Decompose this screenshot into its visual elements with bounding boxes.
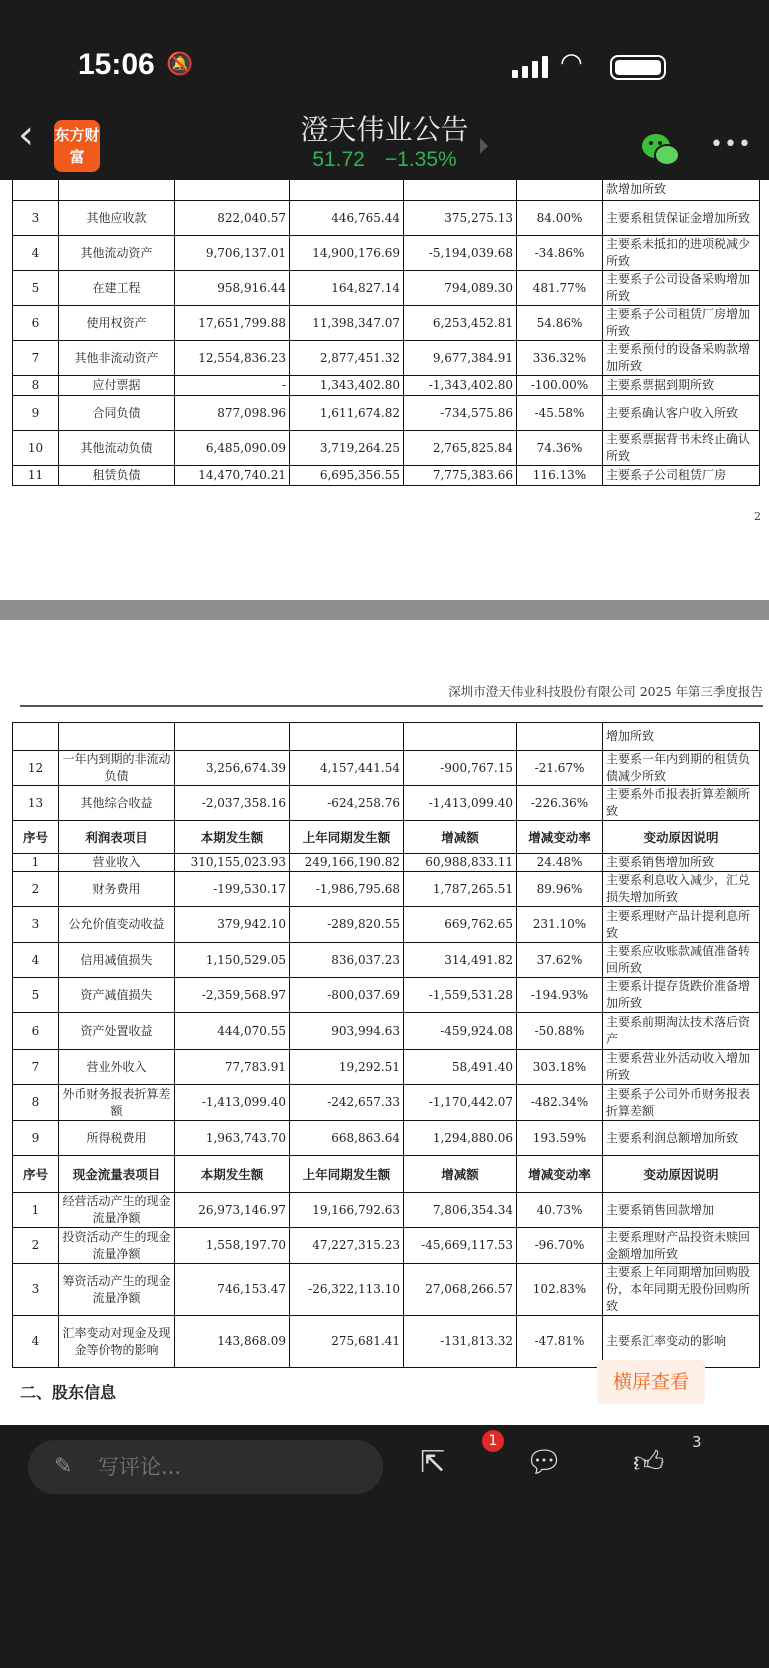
table-cell: 资产减值损失 bbox=[59, 978, 175, 1013]
table-cell: 1,150,529.05 bbox=[175, 943, 290, 978]
table-cell: 主要系票据到期所致 bbox=[603, 376, 760, 396]
landscape-view-button[interactable]: 横屏查看 bbox=[597, 1360, 705, 1404]
table-cell: -50.88% bbox=[517, 1013, 603, 1050]
table-row bbox=[13, 943, 760, 978]
table-cell: 其他流动负债 bbox=[59, 431, 175, 466]
table-cell: 外币财务报表折算差额 bbox=[59, 1085, 175, 1121]
bottom-bar bbox=[0, 1425, 769, 1668]
balance-change-table bbox=[12, 166, 760, 486]
table-cell: -26,322,113.10 bbox=[290, 1264, 404, 1316]
table-cell: 19,292.51 bbox=[290, 1050, 404, 1085]
table-cell: 6 bbox=[13, 306, 59, 341]
table-row bbox=[13, 907, 760, 943]
table-cell: 主要系子公司租赁厂房 bbox=[603, 466, 760, 486]
table-cell: 上年同期发生额 bbox=[290, 1156, 404, 1193]
table-cell: 资产处置收益 bbox=[59, 1013, 175, 1050]
table-row bbox=[13, 1264, 760, 1316]
table-row bbox=[13, 431, 760, 466]
wifi-icon: ◠ bbox=[560, 48, 583, 78]
table-header-row bbox=[13, 1156, 760, 1193]
table-cell bbox=[290, 723, 404, 751]
table-cell: 314,491.82 bbox=[404, 943, 517, 978]
table-cell: 4 bbox=[13, 236, 59, 271]
nav-header bbox=[0, 90, 769, 180]
table-cell: -1,343,402.80 bbox=[404, 376, 517, 396]
table-cell: 主要系汇率变动的影响 bbox=[603, 1316, 760, 1368]
table-cell: 836,037.23 bbox=[290, 943, 404, 978]
table-cell: 8 bbox=[13, 376, 59, 396]
table-cell: -96.70% bbox=[517, 1228, 603, 1264]
table-cell: 增减变动率 bbox=[517, 1156, 603, 1193]
comments-icon[interactable]: 💬︎ bbox=[525, 1445, 564, 1480]
table-cell: 主要系利息收入减少，汇兑损失增加所致 bbox=[603, 872, 760, 907]
table-cell: 一年内到期的非流动负债 bbox=[59, 751, 175, 786]
table-cell: 303.18% bbox=[517, 1050, 603, 1085]
table-cell: 增减额 bbox=[404, 821, 517, 854]
section-heading: 二、股东信息 bbox=[20, 1383, 117, 1402]
table-cell: 1,558,197.70 bbox=[175, 1228, 290, 1264]
table-cell: 其他非流动资产 bbox=[59, 341, 175, 376]
table-cell: 主要系子公司外币财务报表折算差额 bbox=[603, 1085, 760, 1121]
table-cell: -1,170,442.07 bbox=[404, 1085, 517, 1121]
table-cell: 2,765,825.84 bbox=[404, 431, 517, 466]
table-cell: 9 bbox=[13, 396, 59, 431]
table-cell: 17,651,799.88 bbox=[175, 306, 290, 341]
table-cell: -131,813.32 bbox=[404, 1316, 517, 1368]
table-cell bbox=[175, 723, 290, 751]
table-cell: 3,719,264.25 bbox=[290, 431, 404, 466]
table-cell: 财务费用 bbox=[59, 872, 175, 907]
table-cell: 7 bbox=[13, 341, 59, 376]
table-cell: 822,040.57 bbox=[175, 201, 290, 236]
table-row bbox=[13, 1050, 760, 1085]
table-cell: 89.96% bbox=[517, 872, 603, 907]
table-cell: 1,787,265.51 bbox=[404, 872, 517, 907]
table-cell: 9 bbox=[13, 1121, 59, 1156]
table-cell: 116.13% bbox=[517, 466, 603, 486]
share-icon[interactable]: ⇱ bbox=[420, 1445, 446, 1480]
table-cell: 主要系未抵扣的进项税减少所致 bbox=[603, 236, 760, 271]
table-cell: 1,294,880.06 bbox=[404, 1121, 517, 1156]
clock: 15:06 bbox=[78, 48, 155, 81]
table-cell: -800,037.69 bbox=[290, 978, 404, 1013]
table-cell: 应付票据 bbox=[59, 376, 175, 396]
table-row bbox=[13, 786, 760, 821]
page-number: 2 bbox=[754, 510, 761, 523]
table-row bbox=[13, 1121, 760, 1156]
table-cell: 9,706,137.01 bbox=[175, 236, 290, 271]
table-cell: 主要系销售回款增加 bbox=[603, 1193, 760, 1228]
table-cell: 54.86% bbox=[517, 306, 603, 341]
table-cell bbox=[13, 723, 59, 751]
table-cell: 主要系计提存货跌价准备增加所致 bbox=[603, 978, 760, 1013]
stock-price: 51.72 bbox=[312, 148, 365, 171]
table-cell: 1 bbox=[13, 1193, 59, 1228]
table-cell: 6,253,452.81 bbox=[404, 306, 517, 341]
table-cell: 12,554,836.23 bbox=[175, 341, 290, 376]
table-cell: 主要系应收账款减值准备转回所致 bbox=[603, 943, 760, 978]
table-cell: 1 bbox=[13, 854, 59, 872]
table-cell: 11 bbox=[13, 466, 59, 486]
table-row-continued bbox=[13, 723, 760, 751]
document-page-2 bbox=[0, 620, 769, 1425]
table-cell: 6,485,090.09 bbox=[175, 431, 290, 466]
table-cell bbox=[404, 723, 517, 751]
table-cell: -2,359,568.97 bbox=[175, 978, 290, 1013]
table-cell: 74.36% bbox=[517, 431, 603, 466]
more-icon[interactable]: ••• bbox=[710, 132, 752, 157]
table-cell: 5 bbox=[13, 978, 59, 1013]
table-row bbox=[13, 396, 760, 431]
logo-text: 东方财富 bbox=[54, 126, 100, 166]
table-cell: 2 bbox=[13, 872, 59, 907]
table-cell: 24.48% bbox=[517, 854, 603, 872]
table-cell: 主要系销售增加所致 bbox=[603, 854, 760, 872]
table-cell: 231.10% bbox=[517, 907, 603, 943]
table-cell: 汇率变动对现金及现金等价物的影响 bbox=[59, 1316, 175, 1368]
table-cell: 增减额 bbox=[404, 1156, 517, 1193]
table-cell: -1,986,795.68 bbox=[290, 872, 404, 907]
table-cell: - bbox=[175, 376, 290, 396]
header-divider bbox=[20, 705, 763, 707]
table-cell: 481.77% bbox=[517, 271, 603, 306]
table-cell: 877,098.96 bbox=[175, 396, 290, 431]
table-cell: 主要系确认客户收入所致 bbox=[603, 396, 760, 431]
table-cell: 60,988,833.11 bbox=[404, 854, 517, 872]
table-cell: 合同负债 bbox=[59, 396, 175, 431]
table-cell: 主要系利润总额增加所致 bbox=[603, 1121, 760, 1156]
table-cell: 143,868.09 bbox=[175, 1316, 290, 1368]
table-cell: 投资活动产生的现金流量净额 bbox=[59, 1228, 175, 1264]
table-cell: 主要系营业外活动收入增加所致 bbox=[603, 1050, 760, 1085]
table-cell: 利润表项目 bbox=[59, 821, 175, 854]
table-cell: 款增加所致 bbox=[603, 167, 760, 201]
table-cell: 40.73% bbox=[517, 1193, 603, 1228]
table-cell: 275,681.41 bbox=[290, 1316, 404, 1368]
table-cell: 增加所致 bbox=[603, 723, 760, 751]
table-row bbox=[13, 751, 760, 786]
table-cell: 增减变动率 bbox=[517, 821, 603, 854]
table-cell: -1,559,531.28 bbox=[404, 978, 517, 1013]
document-page-1 bbox=[0, 170, 769, 600]
table-cell: 营业收入 bbox=[59, 854, 175, 872]
table-cell: 在建工程 bbox=[59, 271, 175, 306]
table-cell: 上年同期发生额 bbox=[290, 821, 404, 854]
table-cell: 其他流动资产 bbox=[59, 236, 175, 271]
table-row bbox=[13, 854, 760, 872]
table-cell: 9,677,384.91 bbox=[404, 341, 517, 376]
table-cell: -5,194,039.68 bbox=[404, 236, 517, 271]
table-cell: 193.59% bbox=[517, 1121, 603, 1156]
table-cell: 所得税费用 bbox=[59, 1121, 175, 1156]
table-cell: 主要系租赁保证金增加所致 bbox=[603, 201, 760, 236]
table-cell: 现金流量表项目 bbox=[59, 1156, 175, 1193]
table-cell: 12 bbox=[13, 751, 59, 786]
table-cell: 主要系理财产品计提利息所致 bbox=[603, 907, 760, 943]
table-cell: 主要系子公司租赁厂房增加所致 bbox=[603, 306, 760, 341]
table-cell: -47.81% bbox=[517, 1316, 603, 1368]
table-cell: 746,153.47 bbox=[175, 1264, 290, 1316]
share-badge: 1 bbox=[482, 1430, 504, 1452]
table-cell: 7 bbox=[13, 1050, 59, 1085]
table-cell: 102.83% bbox=[517, 1264, 603, 1316]
table-cell: 主要系上年同期增加回购股份，本年同期无股份回购所致 bbox=[603, 1264, 760, 1316]
table-cell: 4 bbox=[13, 1316, 59, 1368]
table-cell: 变动原因说明 bbox=[603, 1156, 760, 1193]
table-row bbox=[13, 201, 760, 236]
table-cell: 6,695,356.55 bbox=[290, 466, 404, 486]
comment-input[interactable] bbox=[28, 1440, 383, 1494]
table-cell: -734,575.86 bbox=[404, 396, 517, 431]
table-cell: -21.67% bbox=[517, 751, 603, 786]
wechat-share-icon[interactable] bbox=[640, 130, 682, 170]
table-cell: 使用权资产 bbox=[59, 306, 175, 341]
battery-icon bbox=[610, 55, 666, 80]
table-cell: 249,166,190.82 bbox=[290, 854, 404, 872]
table-cell: 4,157,441.54 bbox=[290, 751, 404, 786]
table-cell: 444,070.55 bbox=[175, 1013, 290, 1050]
table-cell: 经营活动产生的现金流量净额 bbox=[59, 1193, 175, 1228]
table-cell: 其他应收款 bbox=[59, 201, 175, 236]
table-cell: 信用减值损失 bbox=[59, 943, 175, 978]
table-cell: -624,258.76 bbox=[290, 786, 404, 821]
table-cell: 375,275.13 bbox=[404, 201, 517, 236]
table-cell: 公允价值变动收益 bbox=[59, 907, 175, 943]
table-row bbox=[13, 306, 760, 341]
table-cell: 主要系子公司设备采购增加所致 bbox=[603, 271, 760, 306]
table-cell: 变动原因说明 bbox=[603, 821, 760, 854]
table-cell: -34.86% bbox=[517, 236, 603, 271]
like-count: 3 bbox=[692, 1433, 702, 1451]
table-cell: 主要系前期淘汰技术落后资产 bbox=[603, 1013, 760, 1050]
table-cell: -100.00% bbox=[517, 376, 603, 396]
thumbs-up-icon[interactable]: 👍︎ bbox=[633, 1445, 665, 1480]
stock-change: −1.35% bbox=[384, 148, 457, 171]
table-cell: 1,963,743.70 bbox=[175, 1121, 290, 1156]
table-cell: 7,775,383.66 bbox=[404, 466, 517, 486]
pencil-icon: ✎ bbox=[54, 1454, 73, 1479]
table-cell: 4 bbox=[13, 943, 59, 978]
table-cell: -459,924.08 bbox=[404, 1013, 517, 1050]
table-cell: 11,398,347.07 bbox=[290, 306, 404, 341]
table-row bbox=[13, 978, 760, 1013]
table-cell: 租赁负债 bbox=[59, 466, 175, 486]
table-cell: 14,900,176.69 bbox=[290, 236, 404, 271]
table-header-row bbox=[13, 821, 760, 854]
table-cell: 5 bbox=[13, 271, 59, 306]
table-cell: 本期发生额 bbox=[175, 1156, 290, 1193]
table-row bbox=[13, 236, 760, 271]
table-cell: 3 bbox=[13, 907, 59, 943]
table-cell: 3,256,674.39 bbox=[175, 751, 290, 786]
table-cell: 26,973,146.97 bbox=[175, 1193, 290, 1228]
table-cell: -900,767.15 bbox=[404, 751, 517, 786]
table-cell: -45.58% bbox=[517, 396, 603, 431]
table-cell: -289,820.55 bbox=[290, 907, 404, 943]
status-bar bbox=[0, 0, 769, 90]
table-cell: 13 bbox=[13, 786, 59, 821]
table-cell: -45,669,117.53 bbox=[404, 1228, 517, 1264]
table-cell: 903,994.63 bbox=[290, 1013, 404, 1050]
table-row bbox=[13, 271, 760, 306]
table-row bbox=[13, 466, 760, 486]
table-row bbox=[13, 341, 760, 376]
table-cell: -482.34% bbox=[517, 1085, 603, 1121]
table-cell: 84.00% bbox=[517, 201, 603, 236]
table-row bbox=[13, 872, 760, 907]
table-row bbox=[13, 1228, 760, 1264]
table-cell: -2,037,358.16 bbox=[175, 786, 290, 821]
table-cell: 主要系一年内到期的租赁负债减少所致 bbox=[603, 751, 760, 786]
table-row bbox=[13, 376, 760, 396]
comment-placeholder: 写评论... bbox=[98, 1455, 182, 1479]
table-cell: -1,413,099.40 bbox=[175, 1085, 290, 1121]
table-cell: 794,089.30 bbox=[404, 271, 517, 306]
signal-icon bbox=[512, 56, 548, 78]
table-cell: 336.32% bbox=[517, 341, 603, 376]
table-cell: 7,806,354.34 bbox=[404, 1193, 517, 1228]
table-cell: 3 bbox=[13, 1264, 59, 1316]
table-cell: 27,068,266.57 bbox=[404, 1264, 517, 1316]
table-cell: -199,530.17 bbox=[175, 872, 290, 907]
back-button[interactable]: ‹ bbox=[18, 112, 34, 158]
table-cell: 1,343,402.80 bbox=[290, 376, 404, 396]
table-cell: 本期发生额 bbox=[175, 821, 290, 854]
table-cell: 958,916.44 bbox=[175, 271, 290, 306]
table-cell: 10 bbox=[13, 431, 59, 466]
table-row bbox=[13, 1085, 760, 1121]
table-cell: 58,491.40 bbox=[404, 1050, 517, 1085]
table-cell: 19,166,792.63 bbox=[290, 1193, 404, 1228]
table-cell: -226.36% bbox=[517, 786, 603, 821]
table-cell: 主要系外币报表折算差额所致 bbox=[603, 786, 760, 821]
bell-slash-icon: 🔕 bbox=[166, 52, 194, 77]
page-separator bbox=[0, 600, 769, 620]
table-cell: 164,827.14 bbox=[290, 271, 404, 306]
table-row bbox=[13, 1013, 760, 1050]
report-header: 深圳市澄天伟业科技股份有限公司 2025 年第三季度报告 bbox=[448, 684, 763, 699]
table-row bbox=[13, 1193, 760, 1228]
table-cell: 77,783.91 bbox=[175, 1050, 290, 1085]
table-cell: 主要系预付的设备采购款增加所致 bbox=[603, 341, 760, 376]
table-cell: 668,863.64 bbox=[290, 1121, 404, 1156]
table-cell: 2,877,451.32 bbox=[290, 341, 404, 376]
table-cell: 14,470,740.21 bbox=[175, 466, 290, 486]
table-cell: -1,413,099.40 bbox=[404, 786, 517, 821]
table-cell: 379,942.10 bbox=[175, 907, 290, 943]
table-cell: 47,227,315.23 bbox=[290, 1228, 404, 1264]
table-cell: 1,611,674.82 bbox=[290, 396, 404, 431]
table-cell: 营业外收入 bbox=[59, 1050, 175, 1085]
table-cell bbox=[517, 723, 603, 751]
table-cell: 310,155,023.93 bbox=[175, 854, 290, 872]
table-cell: 其他综合收益 bbox=[59, 786, 175, 821]
table-cell: 3 bbox=[13, 201, 59, 236]
table-cell: 37.62% bbox=[517, 943, 603, 978]
table-cell: 主要系票据背书未终止确认所致 bbox=[603, 431, 760, 466]
table-cell: 序号 bbox=[13, 821, 59, 854]
table-cell: 主要系理财产品投资未赎回金额增加所致 bbox=[603, 1228, 760, 1264]
table-cell: -242,657.33 bbox=[290, 1085, 404, 1121]
table-cell: -194.93% bbox=[517, 978, 603, 1013]
table-cell bbox=[59, 723, 175, 751]
table-cell: 669,762.65 bbox=[404, 907, 517, 943]
table-cell: 序号 bbox=[13, 1156, 59, 1193]
financial-change-table bbox=[12, 722, 760, 1368]
table-cell: 筹资活动产生的现金流量净额 bbox=[59, 1264, 175, 1316]
table-cell: 8 bbox=[13, 1085, 59, 1121]
page-title: 澄天伟业公告 bbox=[300, 113, 469, 146]
table-cell: 2 bbox=[13, 1228, 59, 1264]
table-cell: 6 bbox=[13, 1013, 59, 1050]
table-cell: 446,765.44 bbox=[290, 201, 404, 236]
